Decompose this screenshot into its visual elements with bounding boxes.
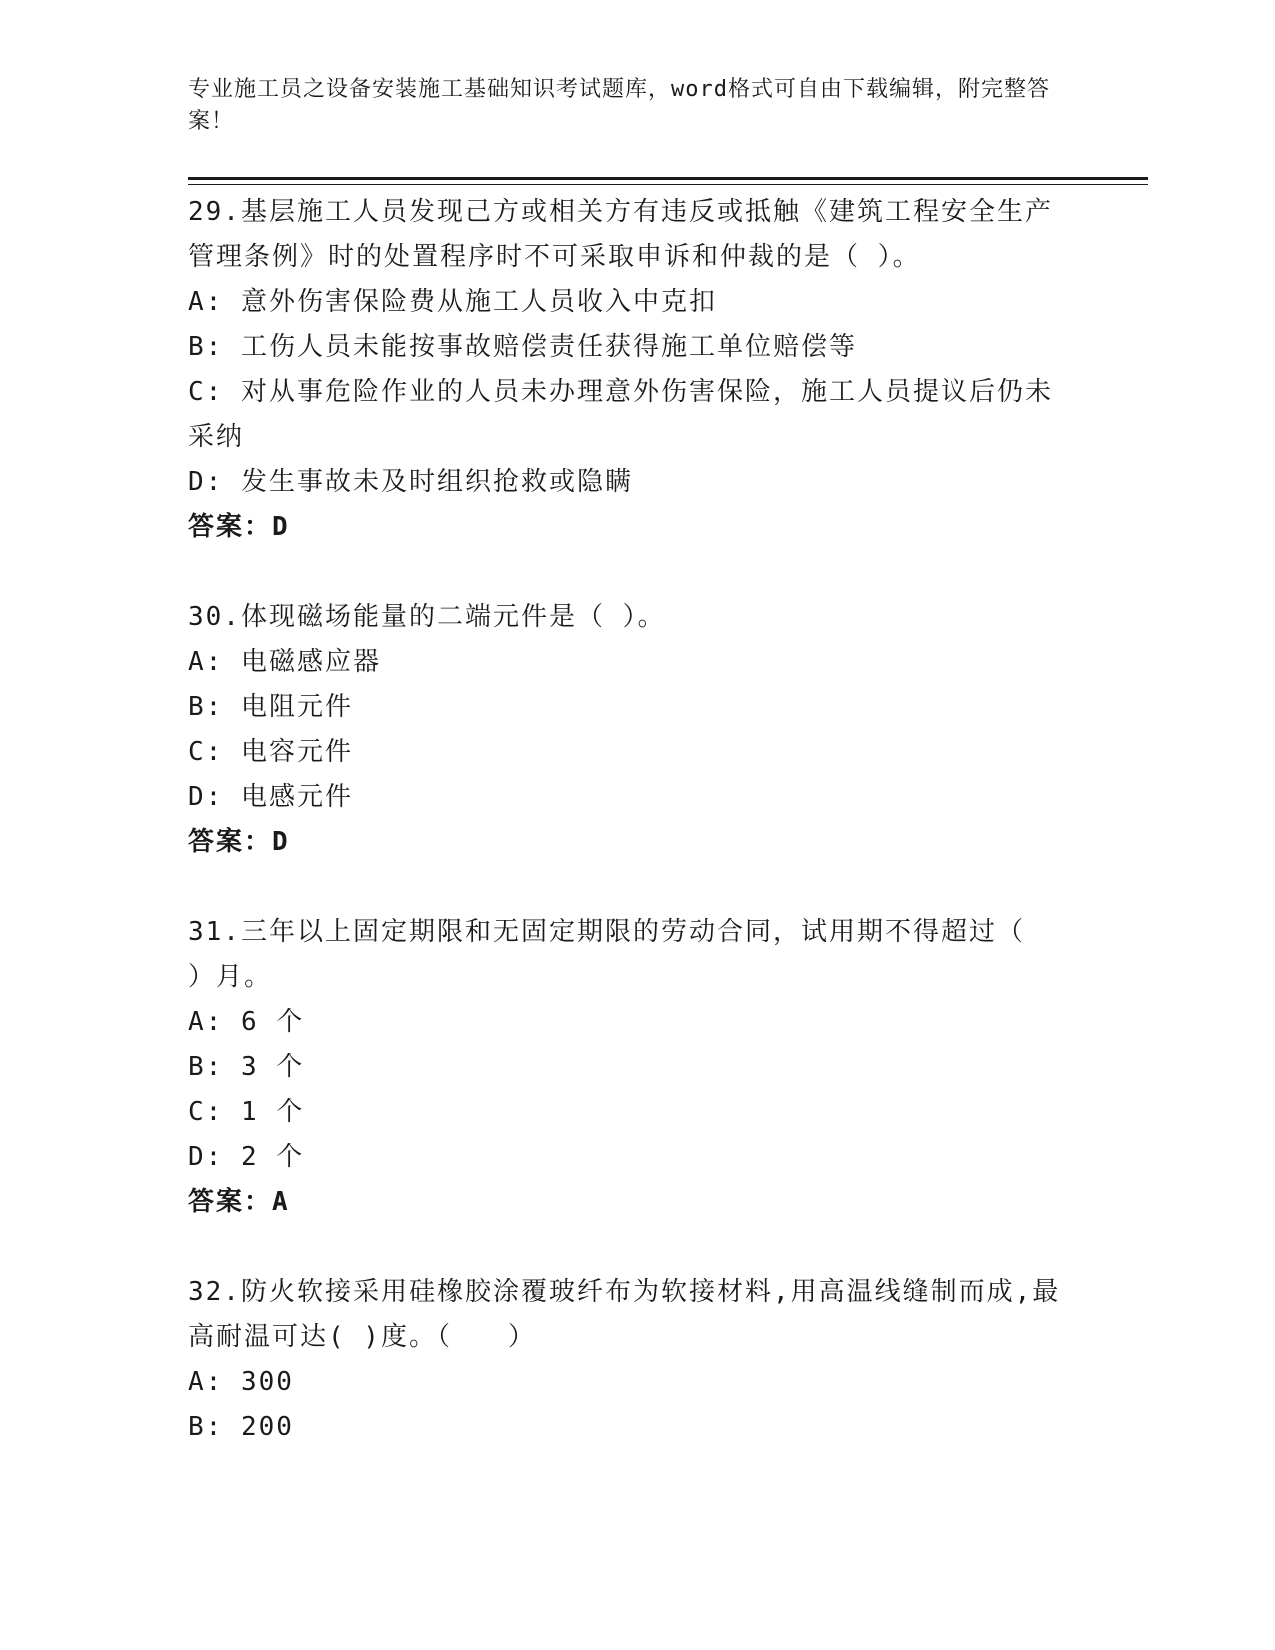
question-stem: 32.防火软接采用硅橡胶涂覆玻纤布为软接材料,用高温线缝制而成,最 <box>188 1277 1061 1307</box>
option-d: D: 2 个 <box>188 1142 305 1172</box>
option-b: B: 3 个 <box>188 1052 305 1082</box>
question-29 <box>188 190 1088 550</box>
option-b: B: 200 <box>188 1412 294 1442</box>
question-stem: 29.基层施工人员发现己方或相关方有违反或抵触《建筑工程安全生产 <box>188 197 1053 227</box>
question-stem: 30.体现磁场能量的二端元件是（ ）。 <box>188 602 666 632</box>
option-c: C: 1 个 <box>188 1097 305 1127</box>
option-a: A: 300 <box>188 1367 294 1397</box>
spacer <box>188 865 1088 910</box>
answer-label: 答案：D <box>188 827 290 857</box>
option-d: D: 电感元件 <box>188 782 353 812</box>
header-rule-thick <box>188 177 1148 180</box>
question-stem: 31.三年以上固定期限和无固定期限的劳动合同，试用期不得超过（ <box>188 917 1025 947</box>
option-a: A: 6 个 <box>188 1007 305 1037</box>
answer-label: 答案：D <box>188 512 290 542</box>
question-32 <box>188 1270 1088 1450</box>
option-c: C: 对从事危险作业的人员未办理意外伤害保险，施工人员提议后仍未 <box>188 377 1053 407</box>
question-31 <box>188 910 1088 1225</box>
option-a: A: 电磁感应器 <box>188 647 381 677</box>
document-header: 专业施工员之设备安装施工基础知识考试题库，word格式可自由下载编辑，附完整答案！ <box>188 77 1050 134</box>
header-rule-thin <box>188 184 1148 185</box>
option-b: B: 电阻元件 <box>188 692 353 722</box>
option-c-cont: 采纳 <box>188 422 245 452</box>
spacer <box>188 550 1088 595</box>
option-b: B: 工伤人员未能按事故赔偿责任获得施工单位赔偿等 <box>188 332 857 362</box>
option-d: D: 发生事故未及时组织抢救或隐瞒 <box>188 467 633 497</box>
question-list <box>188 190 1088 1450</box>
question-stem-cont: 高耐温可达( )度。（ ） <box>188 1322 536 1352</box>
answer-label: 答案：A <box>188 1187 290 1217</box>
spacer <box>188 1225 1088 1270</box>
question-stem-cont: ）月。 <box>188 962 273 992</box>
option-c: C: 电容元件 <box>188 737 353 767</box>
option-a: A: 意外伤害保险费从施工人员收入中克扣 <box>188 287 717 317</box>
question-30 <box>188 595 1088 865</box>
question-stem-cont: 管理条例》时的处置程序时不可采取申诉和仲裁的是（ ）。 <box>188 242 921 272</box>
